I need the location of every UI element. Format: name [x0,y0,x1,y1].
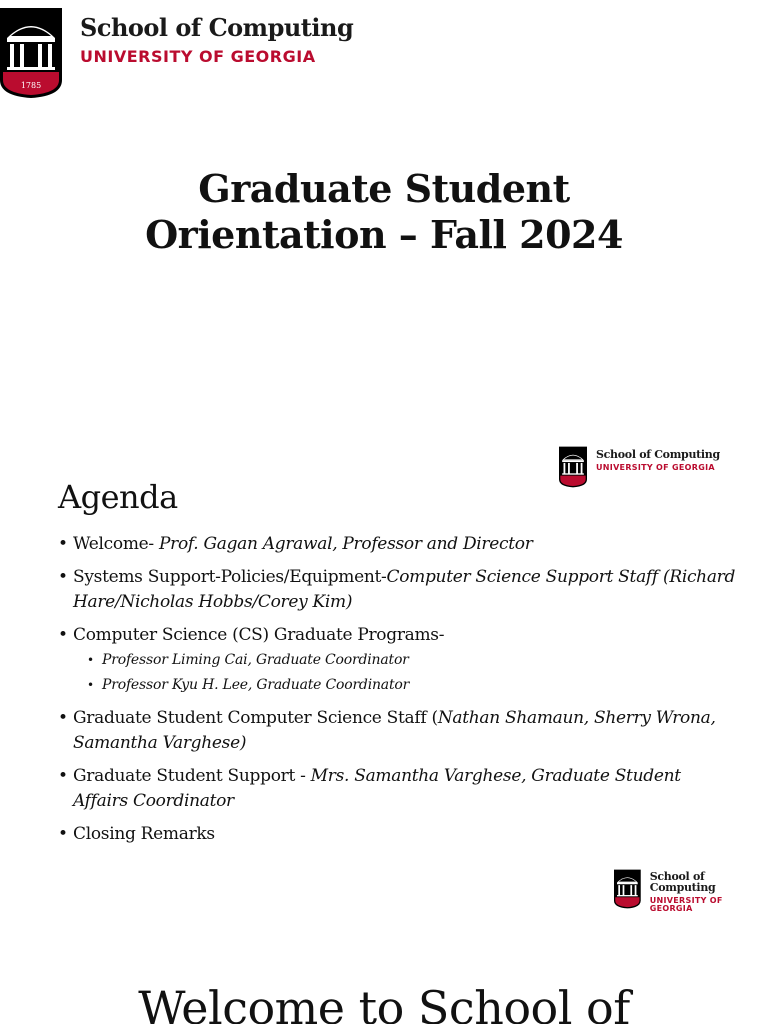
agenda-sub-list [73,648,738,698]
slide-title [0,166,768,258]
svg-text:1785: 1785 [20,81,42,90]
agenda-sub-item: • Professor Liming Cai, Graduate Coordinator [87,648,738,673]
agenda-item: • Computer Science (CS) Graduate Programs- • Professor Liming Cai, Graduate Coordinator • Professor Kyu H. Lee, Graduate Coordinator [58,623,738,698]
agenda-item: • Welcome- Prof. Gagan Agrawal, Professor and Director [58,532,738,557]
agenda-item: • Closing Remarks [58,822,738,847]
agenda-item: • Graduate Student Computer Science Staff (Nathan Shamaun, Sherry Wrona, Samantha Varghese) [58,706,738,756]
slide-title-line1: Graduate Student [198,166,570,211]
uga-arch-icon [0,8,62,98]
agenda-heading: Agenda [58,478,178,516]
uga-arch-icon [559,446,587,488]
uga-arch-icon [614,868,641,910]
welcome-title: Welcome to School of [138,981,630,1024]
logo-university-name: UNIVERSITY OF GEORGIA [80,47,316,66]
uga-logo-small [559,446,720,488]
logo-university-name: UNIVERSITY OF GEORGIA [596,463,715,472]
agenda-item: • Systems Support-Policies/Equipment-Computer Science Support Staff (Richard Hare/Nicholas Hobbs/Corey Kim) [58,565,738,615]
agenda-sub-item: • Professor Kyu H. Lee, Graduate Coordinator [87,673,738,698]
uga-logo-small [614,868,768,913]
agenda-list [58,532,738,855]
logo-school-name: School of Computing [649,870,716,894]
logo-school-name: School of Computing [596,448,720,461]
slide-title-line2: Orientation – Fall 2024 [145,212,623,257]
agenda-item: • Graduate Student Support - Mrs. Samantha Varghese, Graduate Student Affairs Coordinator [58,764,738,814]
logo-university-name: UNIVERSITY OF GEORGIA [649,896,723,913]
uga-logo-large [0,8,353,98]
logo-school-name: School of Computing [80,13,354,42]
